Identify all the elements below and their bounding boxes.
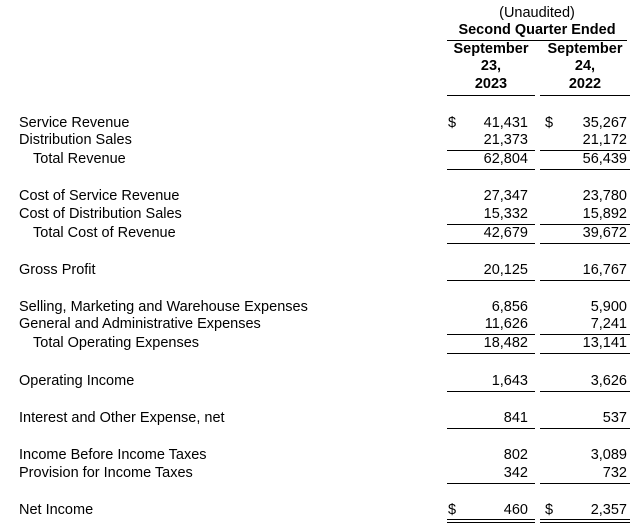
total-rule	[540, 243, 630, 244]
total-rule	[447, 169, 535, 170]
total-rule	[447, 243, 535, 244]
col-2023-line2: 23,	[480, 58, 502, 74]
value-2023: 841	[503, 410, 528, 426]
value-2022: 39,672	[582, 225, 627, 241]
currency-symbol: $	[448, 502, 457, 518]
value-2022: 35,267	[582, 115, 627, 131]
value-2023: 11,626	[484, 316, 528, 332]
double-underline	[540, 519, 630, 523]
value-2023: 342	[503, 465, 528, 481]
row-label: Distribution Sales	[19, 132, 132, 148]
currency-symbol: $	[545, 115, 554, 131]
row-label: Service Revenue	[19, 115, 130, 131]
total-rule	[447, 353, 535, 354]
value-2023: 21,373	[483, 132, 528, 148]
value-2022: 537	[602, 410, 627, 426]
subtotal-rule	[447, 483, 535, 484]
value-2022: 23,780	[582, 188, 627, 204]
double-underline	[447, 519, 535, 523]
value-2023: 802	[503, 447, 528, 463]
value-2023: 15,332	[483, 206, 528, 222]
col-2022-header-rule	[540, 95, 630, 96]
row-label: Operating Income	[19, 373, 135, 389]
col-2023-header-rule	[447, 95, 535, 96]
currency-symbol: $	[448, 115, 457, 131]
value-2022: 732	[602, 465, 627, 481]
total-rule	[540, 391, 630, 392]
value-2023: 1,643	[491, 373, 528, 389]
col-2023-line1: September	[453, 41, 529, 57]
value-2023: 6,856	[491, 299, 528, 315]
row-label: Cost of Distribution Sales	[19, 206, 182, 222]
row-label: Interest and Other Expense, net	[19, 410, 225, 426]
value-2022: 56,439	[582, 151, 627, 167]
row-label: Total Operating Expenses	[33, 335, 200, 351]
unaudited-label: (Unaudited)	[499, 5, 575, 21]
value-2022: 21,172	[582, 132, 627, 148]
value-2022: 3,626	[590, 373, 627, 389]
total-rule	[447, 391, 535, 392]
currency-symbol: $	[545, 502, 554, 518]
col-2023-line3: 2023	[474, 76, 508, 92]
value-2022: 7,241	[590, 316, 627, 332]
row-label: Total Cost of Revenue	[33, 225, 176, 241]
col-2022-line3: 2022	[568, 76, 602, 92]
period-header: Second Quarter Ended	[458, 22, 616, 38]
total-rule	[447, 428, 535, 429]
value-2023: 42,679	[483, 225, 528, 241]
row-label: Cost of Service Revenue	[19, 188, 180, 204]
row-label: Income Before Income Taxes	[19, 447, 207, 463]
value-2023: 41,431	[483, 115, 528, 131]
row-label: Selling, Marketing and Warehouse Expenses	[19, 299, 308, 315]
value-2023: 27,347	[483, 188, 528, 204]
total-rule	[447, 280, 535, 281]
row-label: Net Income	[19, 502, 94, 518]
value-2022: 2,357	[590, 502, 627, 518]
value-2022: 15,892	[582, 206, 627, 222]
row-label: Total Revenue	[33, 151, 126, 167]
total-rule	[540, 353, 630, 354]
value-2023: 18,482	[483, 335, 528, 351]
col-2022-line2: 24,	[574, 58, 596, 74]
value-2023: 62,804	[483, 151, 528, 167]
value-2022: 13,141	[582, 335, 627, 351]
value-2022: 5,900	[590, 299, 627, 315]
col-2022-line1: September	[547, 41, 623, 57]
total-rule	[540, 169, 630, 170]
value-2022: 16,767	[582, 262, 627, 278]
value-2023: 20,125	[483, 262, 528, 278]
value-2022: 3,089	[590, 447, 627, 463]
subtotal-rule	[540, 483, 630, 484]
total-rule	[540, 428, 630, 429]
row-label: General and Administrative Expenses	[19, 316, 261, 332]
value-2023: 460	[503, 502, 528, 518]
row-label: Provision for Income Taxes	[19, 465, 193, 481]
row-label: Gross Profit	[19, 262, 96, 278]
total-rule	[540, 280, 630, 281]
